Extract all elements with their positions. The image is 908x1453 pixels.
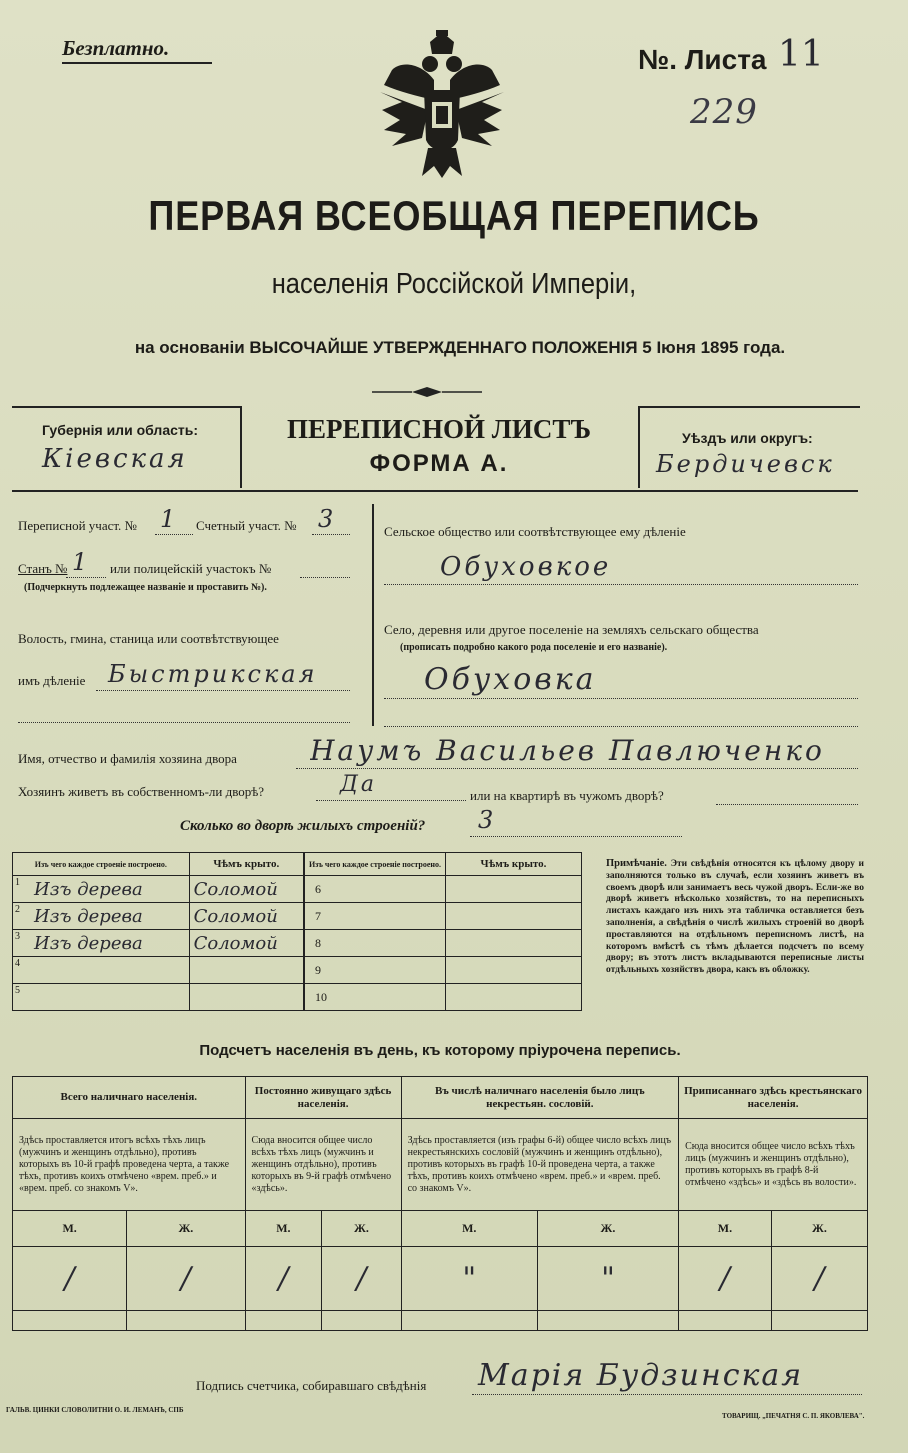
buildings-count-label: Сколько во дворѣ жилыхъ строеній? (180, 818, 426, 834)
pop-value: " (537, 1247, 678, 1311)
table-row: 5 (13, 984, 304, 1011)
signature-line (472, 1394, 862, 1395)
rent-label: или на квартирѣ въ чужомъ дворѣ? (470, 788, 664, 803)
form-label: ФОРМА А. (369, 450, 509, 477)
col-material-header-2: Изъ чего каждое строеніе построено. (305, 853, 446, 876)
ornament-divider-icon (372, 384, 482, 394)
pop-col-desc-2: Сюда вносится общее число всѣхъ тѣхъ лицъ (мужчинъ и женщинъ отдѣльно), противъ которыхъ въ 9-й графѣ отмѣчено «здѣсь». (245, 1119, 401, 1211)
census-subtitle: населенія Россійской Имперіи, (271, 268, 637, 300)
society-label: Сельское общество или соотвѣтствующее ему дѣленіе (384, 524, 686, 539)
village-value: Обуховка (424, 662, 597, 697)
population-table (12, 1076, 868, 1331)
sheet-no-label: №. Листа (638, 44, 767, 75)
table-row: 9 (305, 957, 582, 984)
schet-uch-label: Счетный участ. № (196, 518, 297, 533)
population-title: Подсчетъ населенія въ день, къ которому пріурочена перепись. (199, 1042, 681, 1059)
col-roof-header-2: Чѣмъ крыто. (446, 853, 582, 876)
perepis-uch-value: 1 (160, 505, 179, 533)
guberniya-value: Кіевская (42, 444, 188, 474)
uezd-value: Бердичевск (656, 450, 835, 478)
schet-uch-line (312, 534, 350, 535)
zh-header: Ж. (771, 1211, 867, 1247)
owner-name-label: Имя, отчество и фамилія хозяина двора (18, 751, 237, 766)
zh-header: Ж. (127, 1211, 245, 1247)
own-yard-value: Да (340, 772, 378, 797)
form-title: ПЕРЕПИСНОЙ ЛИСТЪ (286, 414, 592, 444)
rent-line (716, 804, 858, 805)
pop-value: / (679, 1247, 772, 1311)
m-header: М. (13, 1211, 127, 1247)
village-note: (прописать подробно какого рода поселеніе и его названіе). (400, 642, 668, 653)
volost-line (96, 690, 350, 691)
pop-col-desc-1: Здѣсь проставляется итогъ всѣхъ тѣхъ лицъ (мужчинъ и женщинъ отдѣльно), противъ которыхъ въ 10-й графѣ проведена черта, а также тѣхъ, противъ коихъ отмѣчено «врем. преб.» и «врем. преб. со знакомъ V». (13, 1119, 246, 1211)
own-yard-label: Хозяинъ живетъ въ собственномъ-ли дворѣ? (18, 784, 265, 799)
perepis-uch-line (155, 534, 193, 535)
stan-value: 1 (72, 548, 91, 576)
pop-col-head-4: Приписаннаго здѣсь крестьянскаго населенія. (679, 1077, 868, 1119)
pop-value: / (322, 1247, 401, 1311)
signature-value: Марія Будзинская (478, 1358, 804, 1393)
pop-value: / (127, 1247, 245, 1311)
guberniya-label: Губернія или область: (42, 422, 199, 438)
signature-label: Подпись счетчика, собиравшаго свѣдѣнія (196, 1378, 427, 1393)
table-row: 10 (305, 984, 582, 1011)
census-basis: на основаніи ВЫСОЧАЙШЕ УТВЕРЖДЕННАГО ПОЛОЖЕНІЯ 5 Іюня 1895 года. (134, 338, 786, 357)
stan-line (66, 577, 106, 578)
pop-col-head-3: Въ числѣ наличнаго населенія было лицъ некрестьян. сословій. (401, 1077, 678, 1119)
printer-left: ГАЛЬВ. ЦИНКИ СЛОВОЛИТНИ О. И. ЛЕМАНЪ, СПБ (6, 1406, 184, 1414)
owner-name-value: Наумъ Васильев Павлюченко (310, 734, 825, 767)
note-block (606, 858, 864, 977)
pop-col-head-1: Всего наличнаго населенія. (13, 1077, 246, 1119)
schet-uch-value: 3 (318, 505, 337, 533)
col-material-header: Изъ чего каждое строеніе построено. (13, 853, 190, 876)
village-label: Село, деревня или другое поселеніе на земляхъ сельскаго общества (384, 622, 759, 637)
printer-right: ТОВАРИЩ. „ПЕЧАТНЯ С. П. ЯКОВЛЕВА". (722, 1412, 865, 1420)
table-row: 1 Изъ дерева Соломой (13, 876, 304, 903)
volost-label-2: имъ дѣленіе (18, 673, 86, 688)
volost-label-1: Волость, гмина, станица или соотвѣтствующее (18, 631, 279, 646)
pop-col-desc-3: Здѣсь проставляется (изъ графы 6-й) общее число всѣхъ лицъ некрестьянскихъ сословій (мужчинъ и женщинъ отдѣльно), противъ которыхъ въ графѣ 10-й проведена черта, а также тѣхъ, противъ коихъ отмѣчено «врем. преб.» и «врем. преб. со знакомъ V». (401, 1119, 678, 1211)
owner-name-line (296, 768, 858, 769)
volost-line-2 (18, 722, 350, 723)
col-roof-header: Чѣмъ крыто. (189, 853, 303, 876)
m-header: М. (679, 1211, 772, 1247)
table-row: 4 (13, 957, 304, 984)
guberniya-box (12, 406, 242, 488)
pop-col-desc-4: Сюда вносится общее число всѣхъ тѣхъ лицъ (мужчинъ и женщинъ отдѣльно), противъ которыхъ въ графѣ 8-й отмѣчено «здѣсь» и «здѣсь въ волости». (679, 1119, 868, 1211)
pop-col-head-2: Постоянно живущаго здѣсь населенія. (245, 1077, 401, 1119)
village-line-2 (384, 726, 858, 727)
volost-value: Быстрикская (108, 660, 318, 688)
imperial-eagle-icon (372, 30, 512, 180)
perepis-uch-label: Переписной участ. № (18, 518, 137, 533)
zh-header: Ж. (537, 1211, 678, 1247)
buildings-count-value: 3 (478, 806, 497, 834)
free-label: Безплатно. (62, 36, 170, 60)
pop-value: / (245, 1247, 322, 1311)
pop-value: / (771, 1247, 867, 1311)
pop-value: " (401, 1247, 537, 1311)
society-value: Обуховкое (440, 552, 612, 582)
police-line (300, 577, 350, 578)
table-row: 8 (305, 930, 582, 957)
stamp-number: 229 (690, 92, 758, 132)
m-header: М. (401, 1211, 537, 1247)
buildings-count-line (470, 836, 682, 837)
census-title: ПЕРВАЯ ВСЕОБЩАЯ ПЕРЕПИСЬ (148, 192, 760, 239)
pop-value: / (13, 1247, 127, 1311)
buildings-table-left (12, 852, 304, 1011)
stan-label: Станъ № (18, 561, 68, 576)
form-header-rule (12, 490, 858, 492)
zh-header: Ж. (322, 1211, 401, 1247)
free-underline (62, 62, 212, 64)
uezd-box (638, 406, 860, 488)
note-title: Примѣчаніе. (606, 858, 667, 869)
own-yard-line (316, 800, 466, 801)
village-line (384, 698, 858, 699)
police-label: или полицейскій участокъ № (110, 561, 272, 576)
table-row: 3 Изъ дерева Соломой (13, 930, 304, 957)
stan-note: (Подчеркнуть подлежащее названіе и проставить №). (24, 582, 267, 593)
sheet-no-value: 11 (778, 34, 824, 75)
fields-divider (372, 504, 374, 726)
note-text: Эти свѣдѣнія относятся къ цѣлому двору и заполняются только въ случаѣ, если хозяинъ живетъ въ своемъ дворѣ или занимаетъ весь чужой дворъ. Если-же во дворѣ живетъ нѣсколько хозяйствъ, то на переписныхъ листахъ каждаго изъ нихъ эта табличка оставляется безъ заполненія, а свѣдѣнія о числѣ жилыхъ строеній во дворѣ проставляются на отдѣльномъ переписномъ листѣ, на которомъ вмѣстѣ съ тѣмъ дѣлается подсчетъ по всему двору; въ этотъ листъ вкладываются переписные листы отдѣльныхъ хозяйствъ двора, какъ въ обложку. (606, 859, 864, 976)
buildings-table-right (304, 852, 582, 1011)
uezd-label: Уѣздъ или округъ: (682, 430, 813, 446)
m-header: М. (245, 1211, 322, 1247)
society-line (384, 584, 858, 585)
table-row: 6 (305, 876, 582, 903)
table-row: 7 (305, 903, 582, 930)
table-row: 2 Изъ дерева Соломой (13, 903, 304, 930)
